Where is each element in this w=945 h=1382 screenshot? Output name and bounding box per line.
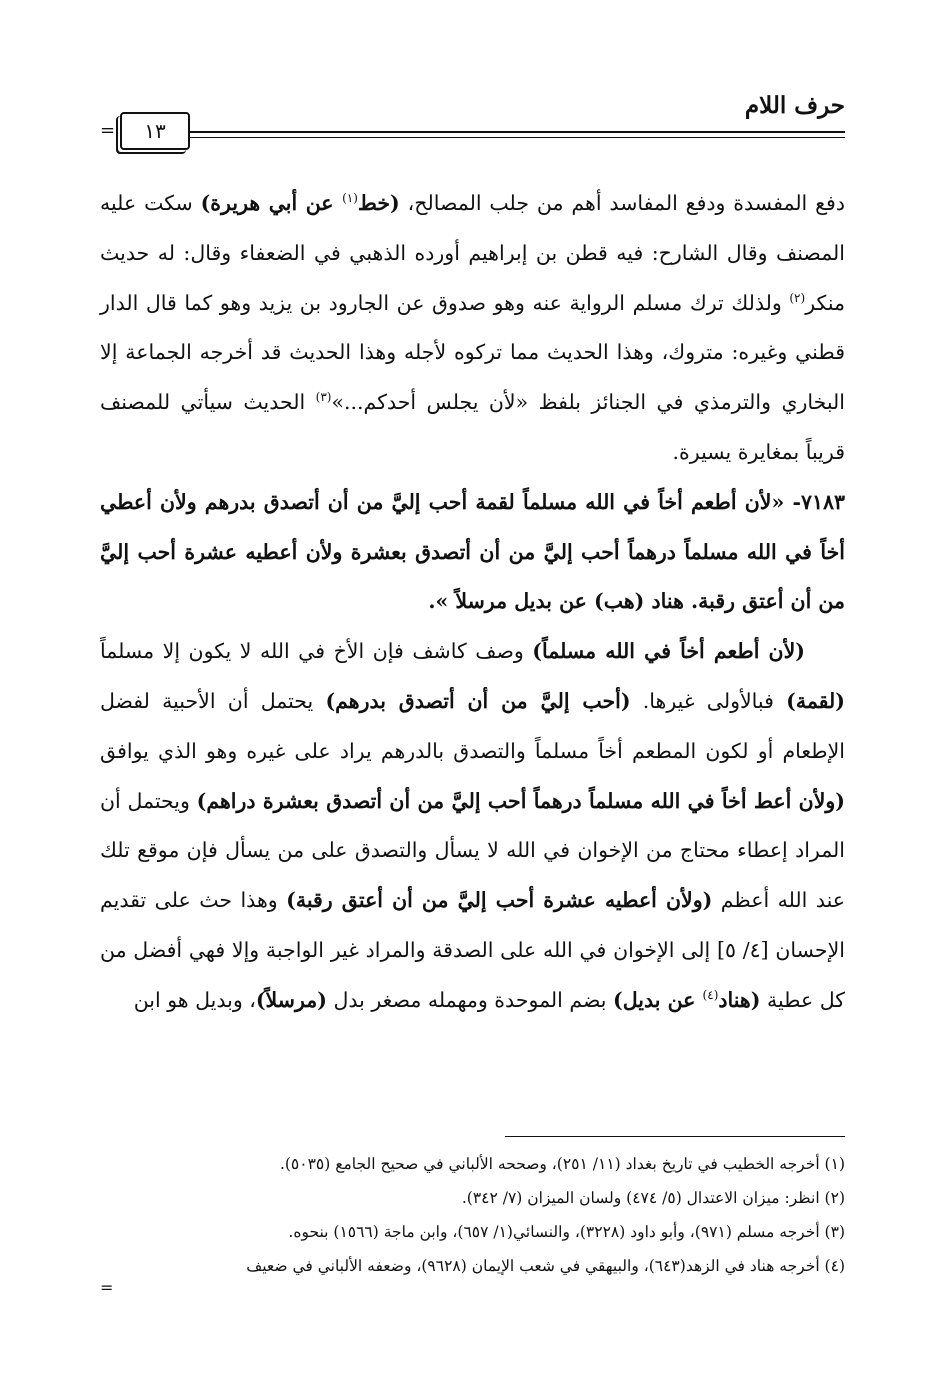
main-text (100, 179, 845, 1026)
hadith-7183 (100, 478, 845, 627)
commentary-text-2: فبالأولى غيرها. (630, 688, 787, 713)
commentary-text-5: وهذا حث على تقديم الإحسان [٤/ ٥] إلى الإخوان في الله على الصدقة والمراد غير الواجبة وإلا فهي أفضل من كل عطية (100, 888, 845, 1012)
continuation-mark: = (100, 1278, 114, 1297)
footnote-4: (٤) أخرجه هناد في الزهد(٦٤٣)، والبيهقي في شعب الإيمان (٩٦٢٨)، وضعفه الألباني في ضعيف (246, 1257, 845, 1275)
footnote-ref-4: (٤) (702, 987, 719, 1002)
commentary-narrator: عن بديل) (613, 987, 703, 1012)
footnote-3: (٣) أخرجه مسلم (٩٧١)، وأبو داود (٣٢٢٨)، والنسائي(١/ ٦٥٧)، وابن ماجة (١٥٦٦) بنحوه. (288, 1223, 845, 1241)
footnote-separator (505, 1136, 845, 1137)
paragraph-1 (100, 179, 845, 478)
commentary-quote-6: (مرسلاً) (255, 987, 327, 1012)
footnote-2: (٢) انظر: ميزان الاعتدال (٥/ ٤٧٤) ولسان الميزان (٧/ ٣٤٢). (461, 1189, 845, 1207)
hadith-text: ٧١٨٣- «لأن أطعم أخاً في الله مسلماً لقمة أحب إليَّ من أن أتصدق بدرهم ولأن أعطي أخاً في الله مسلماً درهماً أحب إليَّ من أن أتصدق بعشرة ولأن أعطيه عشرة أحب إليَّ من أن أعتق رقبة. هناد (هب) عن بديل مرسلاً ». (100, 489, 845, 614)
p1-text-3: ولذلك ترك مسلم الرواية عنه وهو صدوق عن الجارود بن يزيد وهو كما قال الدار قطني وغيره: متروك، وهذا الحديث مما تركوه لأجله وهذا الحديث قد أخرجه الجماعة إلا البخاري والترمذي في الجنائز بلفظ «لأن يجلس أحدكم...» (100, 290, 845, 415)
page-number: ١٣ (144, 119, 166, 143)
footnote-ref-1: (١) (342, 191, 358, 206)
commentary-quote-5: (ولأن أعطيه عشرة أحب إليَّ من أن أعتق رقبة) (286, 888, 713, 913)
p1-narrator: عن أبي هريرة) (200, 191, 343, 215)
p1-source-siglum: (خط (357, 191, 400, 215)
commentary-quote-2: (لقمة) (786, 688, 845, 713)
commentary-source: (هناد (718, 987, 761, 1012)
commentary-text-6: بضم الموحدة ومهمله مصغر بدل (326, 987, 614, 1012)
commentary-text-7: ، وبديل هو ابن (133, 987, 256, 1012)
commentary-text-1: وصف كاشف فإن الأخ في الله لا يكون إلا مسلماً (100, 639, 533, 664)
p1-text-4: الحديث سيأتي للمصنف قريباً بمغايرة يسيرة. (100, 390, 845, 464)
commentary-quote-4: (ولأن أعط أخاً في الله مسلماً درهماً أحب إليَّ من أن أتصدق بعشرة دراهم) (196, 788, 846, 813)
p1-text-1: دفع المفسدة ودفع المفاسد أهم من جلب المصالح، (399, 191, 845, 215)
header-rule (188, 131, 845, 138)
page-header (100, 80, 845, 160)
commentary-quote-3: (أحب إليَّ من أن أتصدق بدرهم) (325, 688, 631, 713)
running-title: حرف اللام (744, 92, 845, 119)
footnotes (100, 1147, 845, 1283)
footnote-ref-2: (٢) (789, 290, 806, 305)
header-edge-mark: = (100, 120, 116, 141)
commentary-quote-1: (لأن أطعم أخاً في الله مسلماً) (532, 639, 806, 664)
footnote-ref-3: (٣) (315, 390, 332, 405)
page-number-box (120, 112, 190, 150)
footnote-1: (١) أخرجه الخطيب في تاريخ بغداد (١١/ ٢٥١)، وصححه الألباني في صحيح الجامع (٥٠٣٥). (279, 1155, 845, 1173)
commentary-text-3: يحتمل أن الأحبية لفضل الإطعام أو لكون المطعم أخاً مسلماً والتصدق بالدرهم يراد على غيره وهو الذي يوافق (100, 688, 845, 763)
book-page (100, 80, 846, 1297)
commentary-text-4: ويحتمل أن المراد إعطاء محتاج من الإخوان في الله لا يسأل والتصدق على من يسأل فإن موقع تلك عند الله أعظم (100, 788, 845, 913)
paragraph-commentary (100, 627, 845, 1025)
p1-text-2: سكت عليه المصنف وقال الشارح: فيه قطن بن إبراهيم أورده الذهبي في الضعفاء وقال: له حديث منكر (100, 191, 845, 315)
